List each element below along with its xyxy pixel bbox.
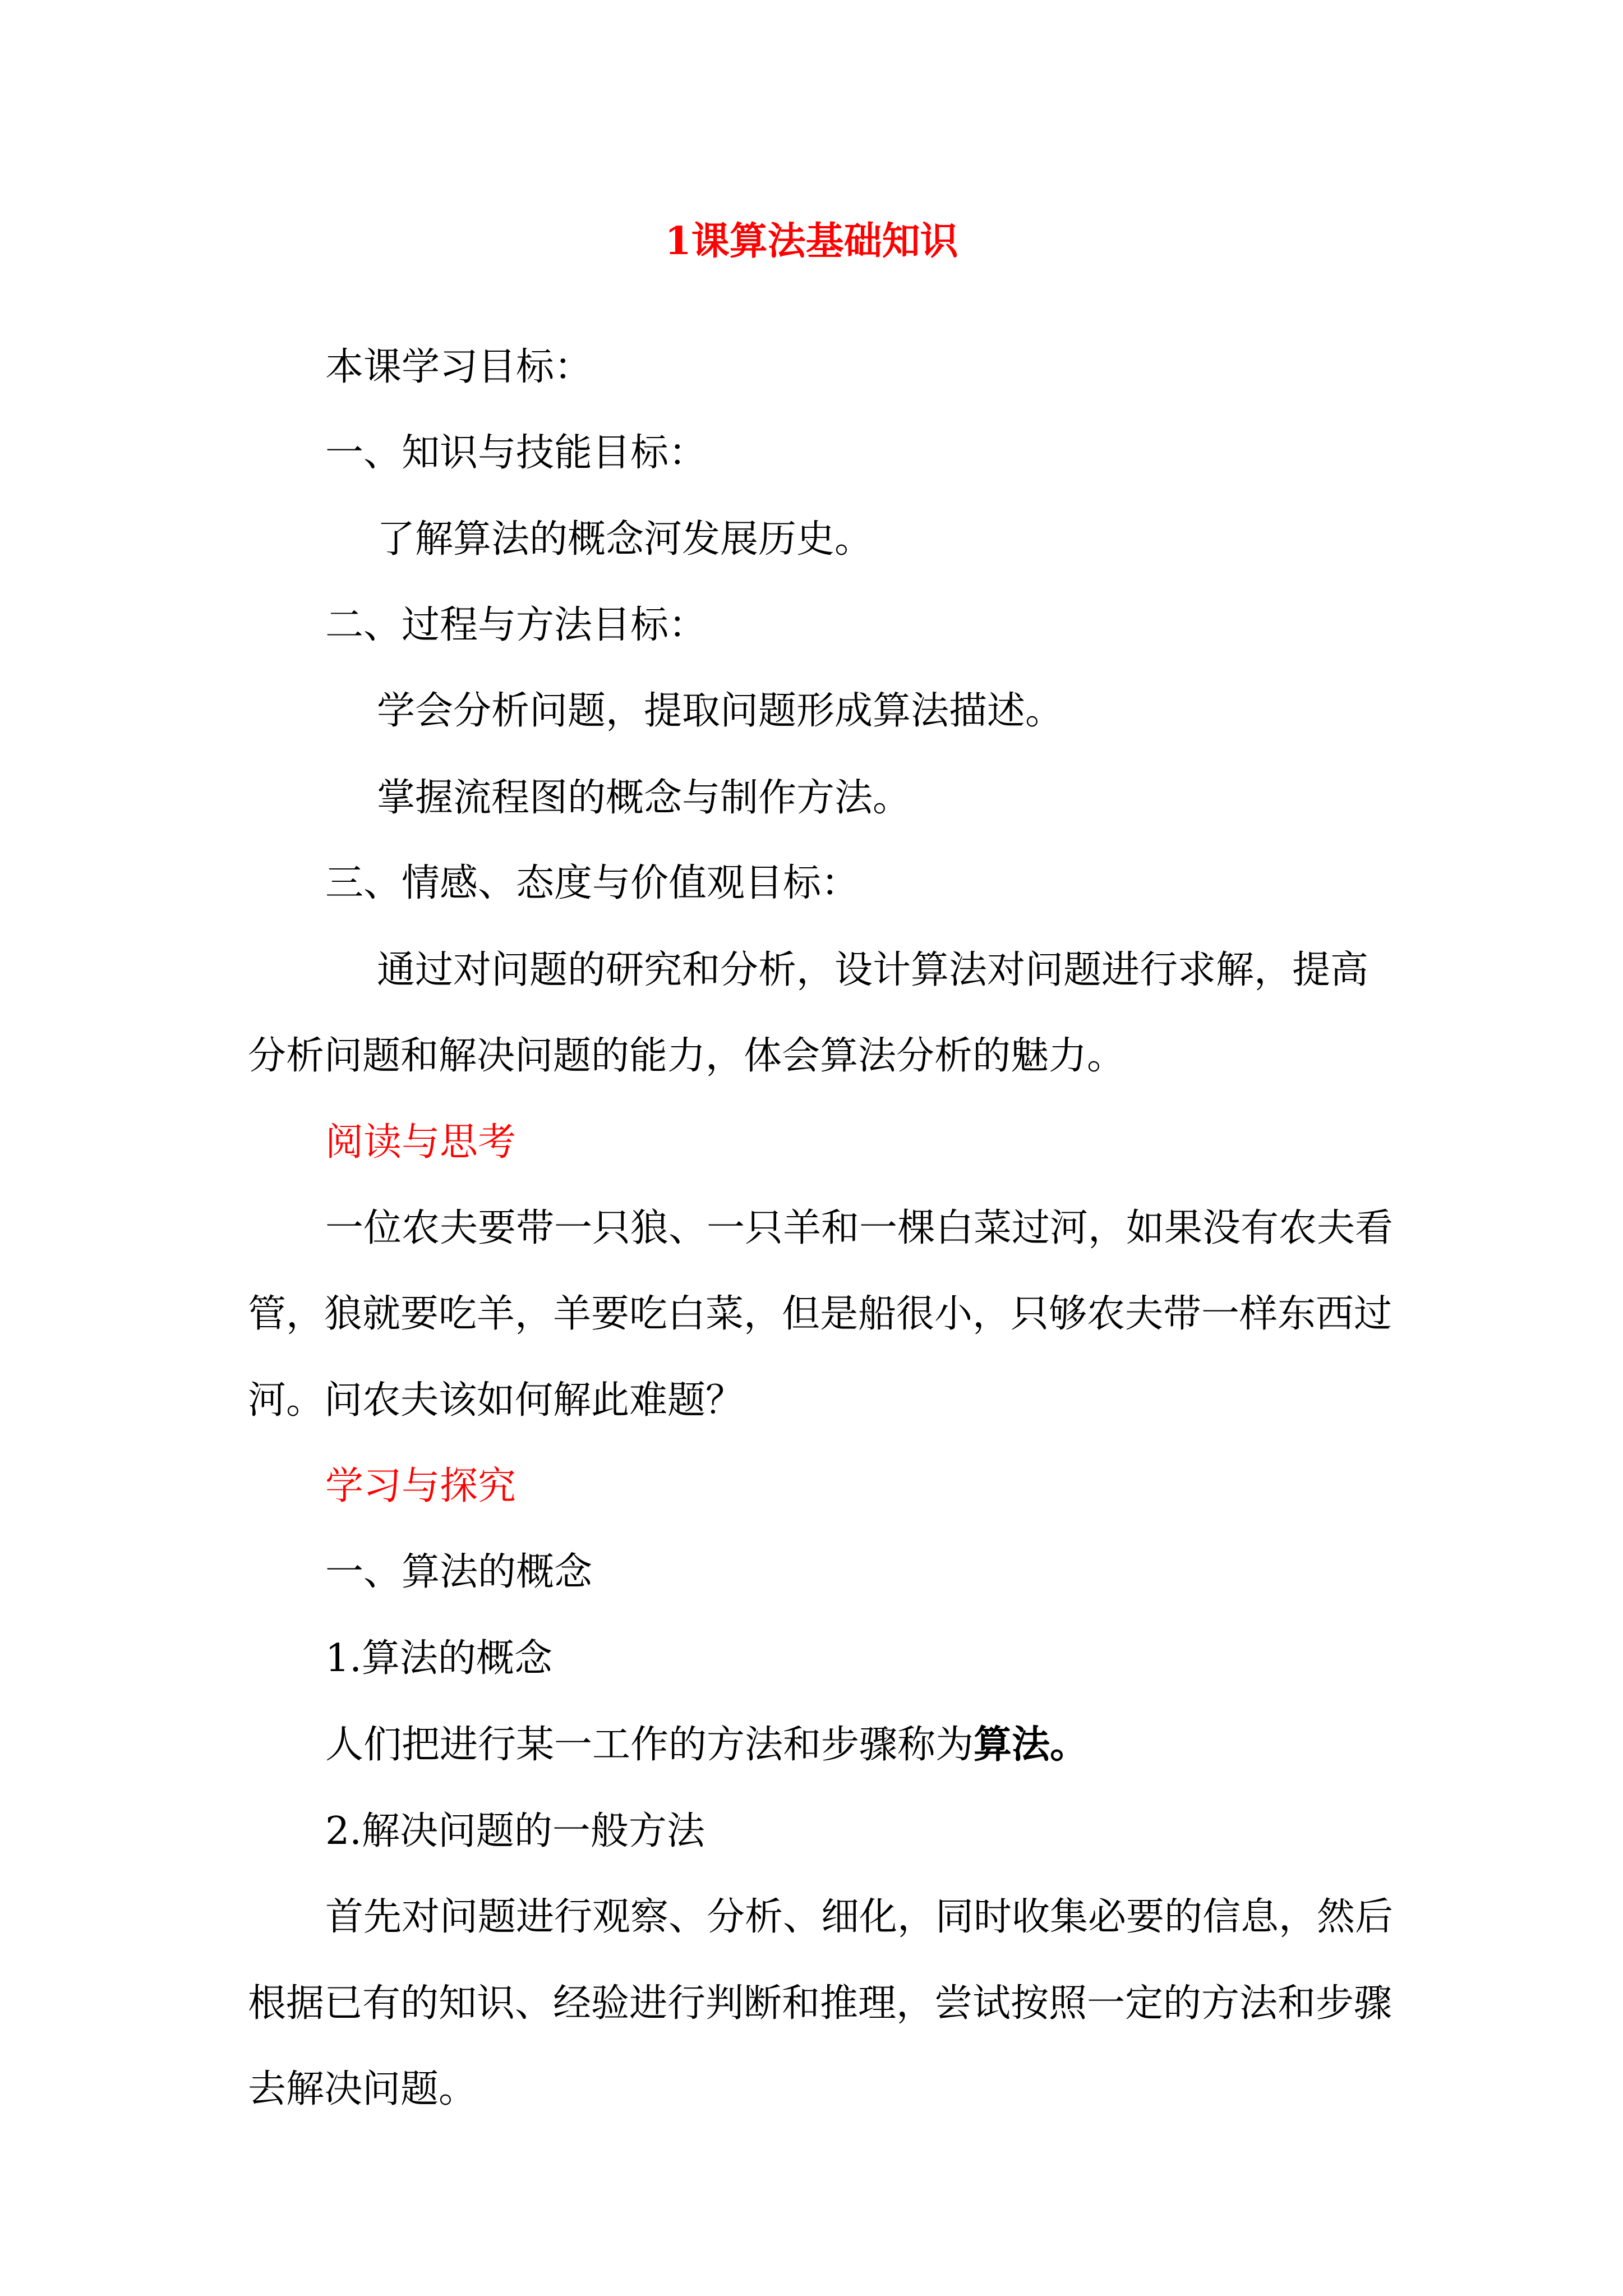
emotion-paragraph-line: 通过对问题的研究和分析，设计算法对问题进行求解，提高 [377, 948, 1369, 992]
reading-heading: 阅读与思考 [325, 1120, 517, 1165]
section-heading-algorithm-concept: 一、算法的概念 [325, 1550, 593, 1594]
reading-paragraph-line: 河。问农夫该如何解此难题？ [248, 1378, 744, 1423]
reading-paragraph-line: 管，狼就要吃羊，羊要吃白菜，但是船很小，只够农夫带一样东西过 [248, 1292, 1393, 1336]
process-item-1: 学会分析问题，提取问题形成算法描述。 [377, 689, 1064, 733]
emotion-heading: 三、情感、态度与价值观目标： [325, 861, 860, 905]
objectives-heading: 本课学习目标： [325, 345, 593, 389]
process-heading: 二、过程与方法目标： [325, 603, 707, 647]
algorithm-definition [325, 1717, 1088, 1773]
problem-solving-line: 去解决问题。 [248, 2067, 477, 2111]
knowledge-item: 了解算法的概念河发展历史。 [377, 517, 873, 562]
knowledge-heading: 一、知识与技能目标： [325, 431, 707, 475]
page-title: 1课算法基础知识 [665, 219, 958, 264]
problem-solving-line: 根据已有的知识、经验进行判断和推理，尝试按照一定的方法和步骤 [248, 1981, 1393, 2026]
process-item-2: 掌握流程图的概念与制作方法。 [377, 776, 911, 820]
problem-solving-line: 首先对问题进行观察、分析、细化，同时收集必要的信息，然后 [325, 1895, 1394, 1939]
algorithm-term: 算法。 [974, 1722, 1089, 1767]
study-heading: 学习与探究 [325, 1464, 517, 1508]
emotion-paragraph-line: 分析问题和解决问题的能力，体会算法分析的魅力。 [248, 1034, 1126, 1078]
subheading-problem-solving: 2.解决问题的一般方法 [325, 1809, 705, 1853]
reading-paragraph-line: 一位农夫要带一只狼、一只羊和一棵白菜过河，如果没有农夫看 [325, 1206, 1394, 1250]
subheading-algorithm-concept: 1.算法的概念 [325, 1636, 552, 1681]
algorithm-definition-text: 人们把进行某一工作的方法和步骤称为 [325, 1723, 974, 1767]
